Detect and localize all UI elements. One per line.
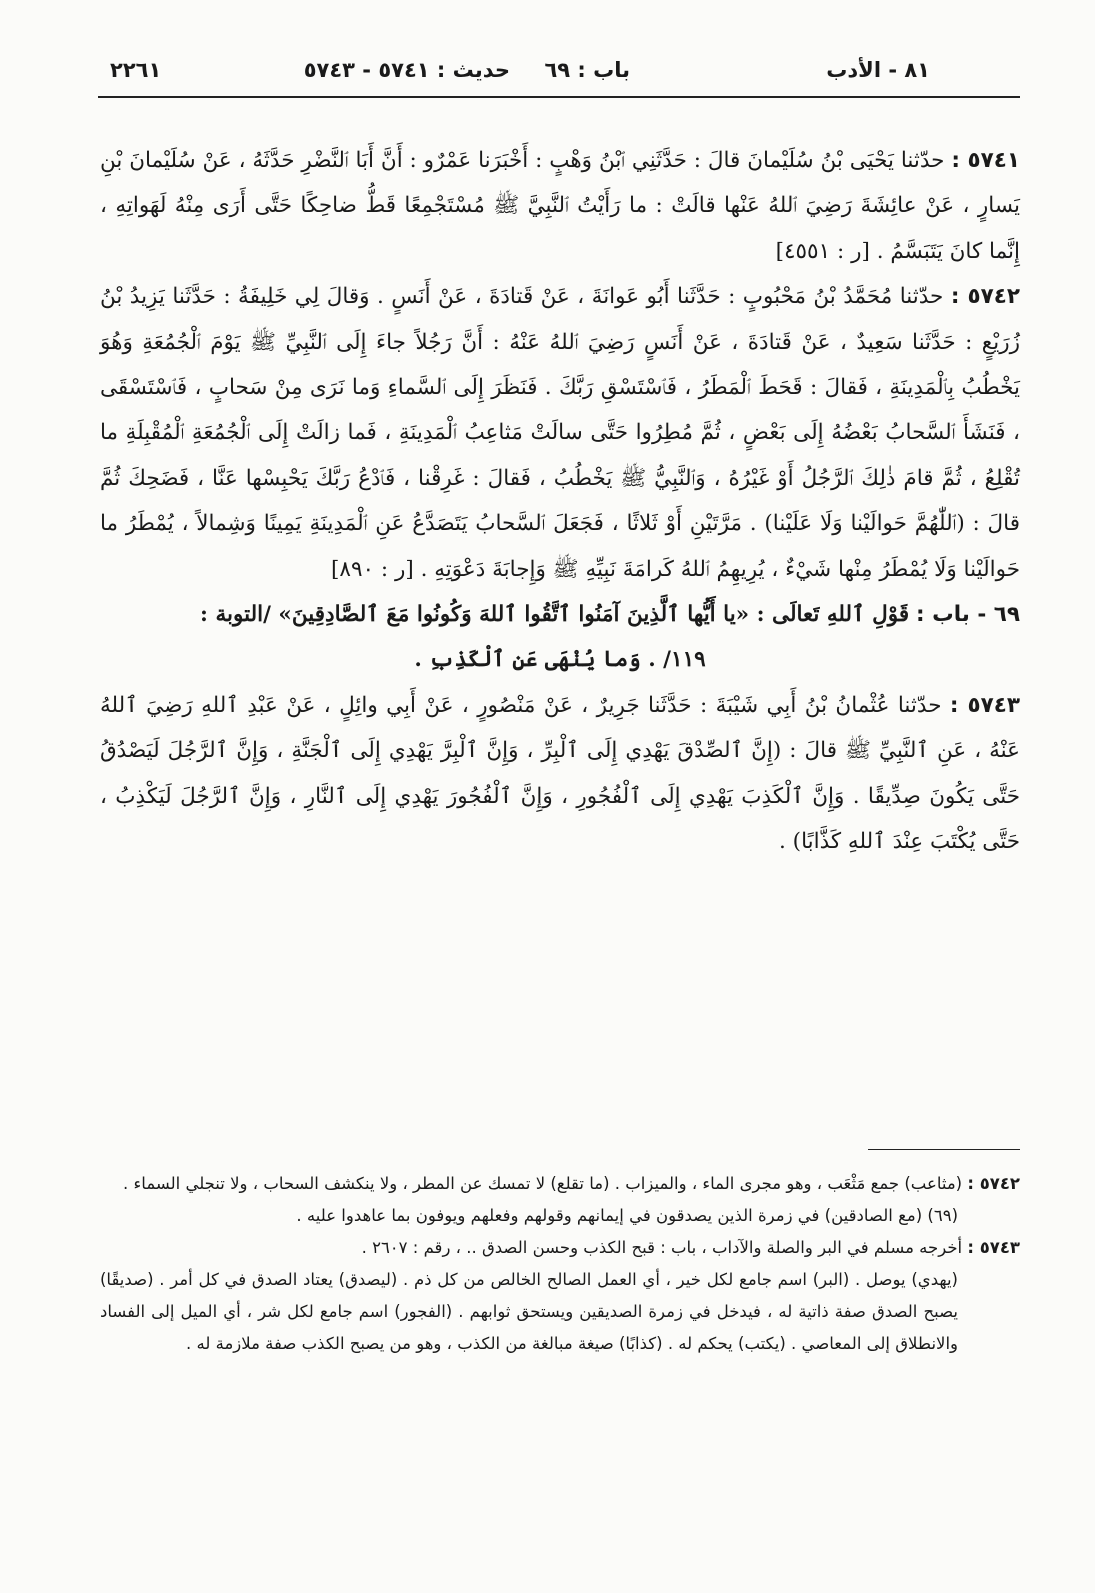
page-number: ٢٢٦١	[110, 58, 162, 82]
footnote-bab-69	[100, 1200, 1020, 1232]
hadith-text: حدّثنا مُحَمَّدُ بْنُ مَحْبُوبٍ : حَدَّثَنا أَبُو عَوانَةَ ، عَنْ قَتادَةَ ، عَنْ أَنَسٍ . وَقالَ لِي خَلِيفَةُ : حَدَّثَنا يَزِيدُ بْنُ زُرَيْعٍ : حَدَّثَنا سَعِيدٌ ، عَنْ قَتادَةَ ، عَنْ أَنَسٍ رَضِيَ ٱللهُ عَنْهُ : أَنَّ رَجُلاً جاءَ إِلَى ٱلنَّبِيِّ ﷺ يَوْمَ ٱلْجُمُعَةِ وَهُوَ يَخْطُبُ بِٱلْمَدِينَةِ ، فَقالَ : قَحَطَ ٱلْمَطَرُ ، فَٱسْتَسْقِ رَبَّكَ . فَنَظَرَ إِلَى ٱلسَّماءِ وَما نَرَى مِنْ سَحابٍ ، فَٱسْتَسْقَى ، فَنَشَأَ ٱلسَّحابُ بَعْضُهُ إِلَى بَعْضٍ ، ثُمَّ مُطِرُوا حَتَّى سالَتْ مَثاعِبُ ٱلْمَدِينَةِ ، فَما زالَتْ إِلَى ٱلْجُمُعَةِ ٱلْمُقْبِلَةِ ما تُقْلِعُ ، ثُمَّ قامَ ذٰلِكَ ٱلرَّجُلُ أَوْ غَيْرُهُ ، وَٱلنَّبِيُّ ﷺ يَخْطُبُ ، فَقالَ : غَرِقْنا ، فَٱدْعُ رَبَّكَ يَحْبِسْها عَنَّا ، فَضَحِكَ ثُمَّ قالَ : (ٱللّٰهُمَّ حَوالَيْنا وَلَا عَلَيْنا) . مَرَّتَيْنِ أَوْ ثَلاثًا ، فَجَعَلَ ٱلسَّحابُ يَتَصَدَّعُ عَنِ ٱلْمَدِينَةِ يَمِينًا وَشِمالاً ، يُمْطَرُ ما حَوالَيْنا وَلَا يُمْطَرُ مِنْها شَيْءٌ ، يُرِيهِمُ ٱللهُ كَرامَةَ نَبِيِّهِ ﷺ وَإِجابَةَ دَعْوَتِهِ .	[100, 284, 1020, 582]
cross-reference: [ر : ٤٥٥١]	[775, 238, 870, 264]
footnote-5743	[100, 1232, 1020, 1264]
hadith-number: ٥٧٤١ :	[951, 148, 1020, 173]
bab-label: باب : ٦٩	[544, 58, 630, 82]
header-divider	[98, 96, 1020, 98]
bab-number: ٦٩ - باب :	[916, 602, 1020, 628]
hadith-range: حديث : ٥٧٤١ - ٥٧٤٣	[303, 58, 510, 82]
hadith-5743	[100, 683, 1020, 865]
hadith-number: ٥٧٤٢ :	[950, 284, 1020, 310]
footnote-text: (٦٩) (مع الصادقين) في زمرة الذين يصدقون في إيمانهم وقولهم وفعلهم ويوفون بما عاهدوا عليه .	[296, 1206, 958, 1225]
footnote-text: (مثاعب) جمع مَثْعَب ، وهو مجرى الماء ، والميزاب . (ما تقلع) لا تمسك عن المطر ، ولا ينكشف السحاب ، ولا تنجلي السماء .	[123, 1174, 963, 1193]
bab-title-continuation: ١١٩/ . وَما يُنْهَى عَنِ ٱلْكَذِبِ .	[414, 647, 706, 673]
book-title: ٨١ - الأدب	[826, 58, 930, 82]
hadith-5742	[100, 274, 1020, 592]
footnote-number: ٥٧٤٣ :	[967, 1238, 1020, 1257]
main-text	[100, 138, 1020, 865]
hadith-text: حدّثنا عُثْمانُ بْنُ أَبِي شَيْبَةَ : حَدَّثَنا جَرِيرٌ ، عَنْ مَنْصُورٍ ، عَنْ أَبِي وائِلٍ ، عَنْ عَبْدِ ٱللهِ رَضِيَ ٱللهُ عَنْهُ ، عَنِ ٱلنَّبِيِّ ﷺ قالَ : (إِنَّ ٱلصِّدْقَ يَهْدِي إِلَى ٱلْبِرِّ ، وَإِنَّ ٱلْبِرَّ يَهْدِي إِلَى ٱلْجَنَّةِ ، وَإِنَّ ٱلرَّجُلَ لَيَصْدُقُ حَتَّى يَكُونَ صِدِّيقًا . وَإِنَّ ٱلْكَذِبَ يَهْدِي إِلَى ٱلْفُجُورِ ، وَإِنَّ ٱلْفُجُورَ يَهْدِي إِلَى ٱلنَّارِ ، وَإِنَّ ٱلرَّجُلَ لَيَكْذِبُ ، حَتَّى يُكْتَبَ عِنْدَ ٱللهِ كَذَّابًا) .	[100, 692, 1020, 855]
hadith-5741	[100, 138, 1020, 274]
footnote-text: (يهدي) يوصل . (البر) اسم جامع لكل خير ، أي العمل الصالح الخالص من كل ذم . (ليصدق) يعتاد الصدق في كل أمر . (صديقًا) يصبح الصدق صفة ذاتية له ، فيدخل في زمرة الصديقين ويستحق ثوابهم . (الفجور) اسم جامع لكل شر ، أي الميل إلى الفساد والانطلاق إلى المعاصي . (يكتب) يحكم له . (كذابًا) صيغة مبالغة من الكذب ، وهو من يصبح الكذب صفة ملازمة له .	[100, 1270, 958, 1353]
hadith-number: ٥٧٤٣ :	[949, 692, 1020, 718]
running-header	[110, 58, 930, 94]
footnote-number: ٥٧٤٢ :	[967, 1174, 1020, 1193]
footnote-divider	[868, 1149, 1020, 1150]
cross-reference: [ر : ٨٩٠]	[331, 556, 414, 582]
footnote-5742	[100, 1168, 1020, 1200]
hadith-text: حدّثنا يَحْيَى بْنُ سُلَيْمانَ قالَ : حَدَّثَنِي ٱبْنُ وَهْبٍ : أَخْبَرَنا عَمْرٌو : أَنَّ أَبَا ٱلنَّضْرِ حَدَّثَهُ ، عَنْ سُلَيْمانَ بْنِ يَسارٍ ، عَنْ عائِشَةَ رَضِيَ ٱللهُ عَنْها قالَتْ : ما رَأَيْتُ ٱلنَّبِيَّ ﷺ مُسْتَجْمِعًا قَطُّ ضاحِكًا حَتَّى أَرَى مِنْهُ لَهَواتِهِ ، إِنَّما كانَ يَتَبَسَّمُ .	[100, 148, 1020, 264]
footnote-glossary	[100, 1264, 1020, 1360]
bab-title: قَوْلِ ٱللهِ تَعالَى : «يا أَيُّها ٱلَّذِينَ آمَنُوا ٱتَّقُوا ٱللهَ وَكُونُوا مَعَ ٱلصَّادِقِينَ» /التوبة :	[200, 602, 910, 628]
footnotes	[100, 1168, 1020, 1360]
bab-heading	[100, 592, 1020, 637]
footnote-text: أخرجه مسلم في البر والصلة والآداب ، باب : قبح الكذب وحسن الصدق .. ، رقم : ٢٦٠٧ .	[361, 1238, 963, 1257]
